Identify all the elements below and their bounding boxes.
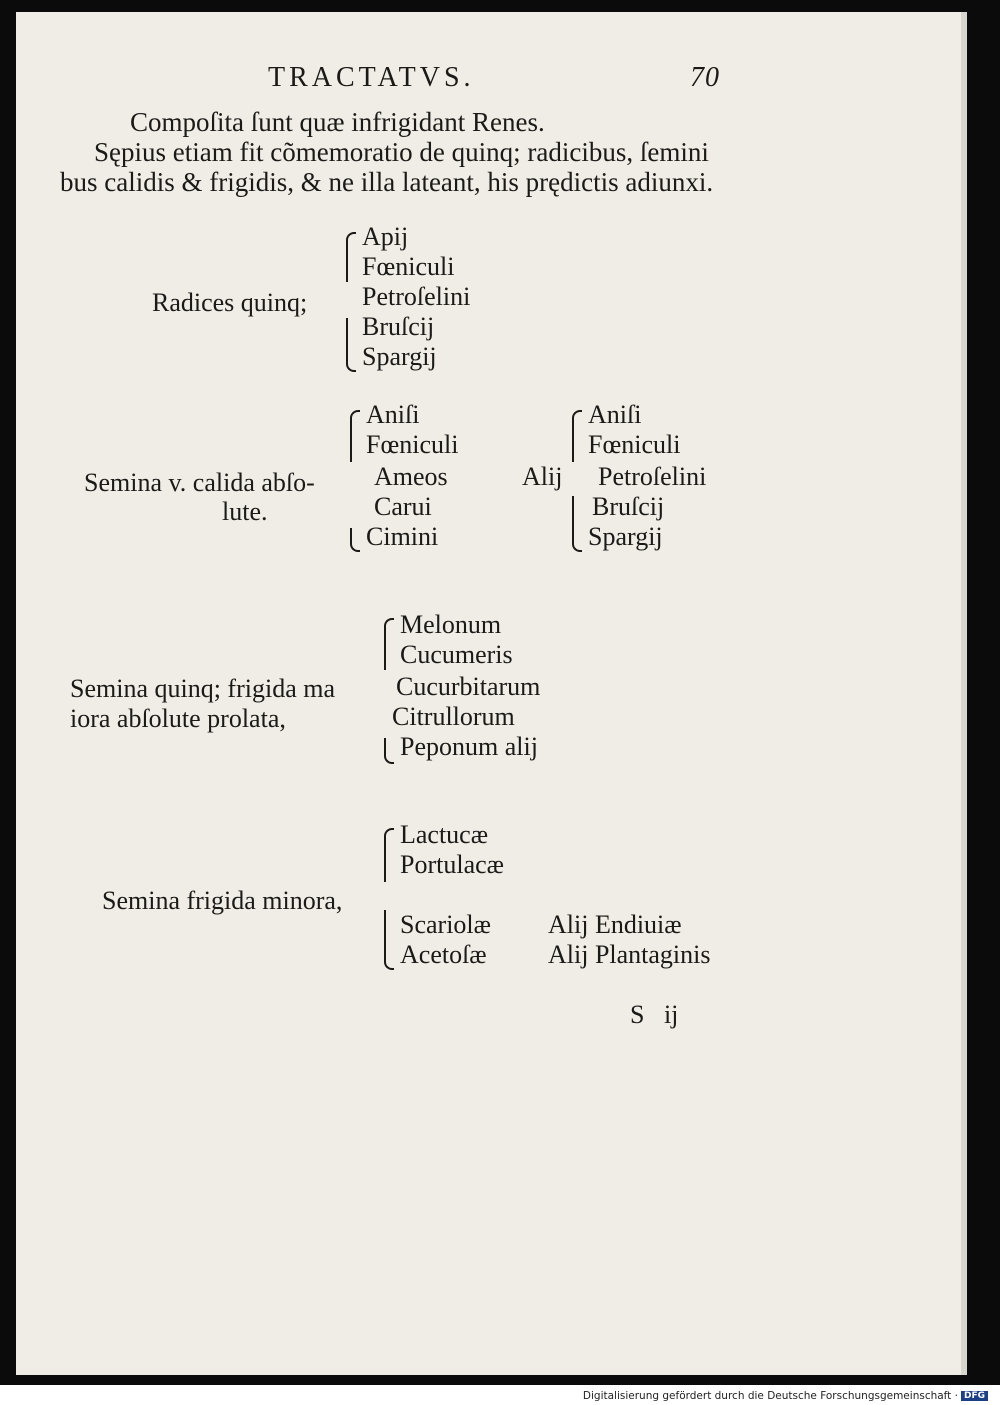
brace-top <box>384 618 394 670</box>
signature-mark: S ij <box>630 1000 679 1029</box>
intro-line-1: Compoſita ſunt quæ infrigidant Renes. <box>130 107 545 137</box>
dfg-logo: DFG <box>961 1391 988 1401</box>
page-number: 70 <box>690 62 720 93</box>
semina-minora-label: Semina frigida minora, <box>102 886 343 915</box>
semina-calida-item: Cimini <box>366 522 439 551</box>
radices-item: Petroſelini <box>362 282 471 311</box>
intro-line-2: Sępius etiam fit cõmemoratio de quinq; radicibus, ſemini <box>94 137 709 167</box>
alii-item: Fœniculi <box>588 430 681 459</box>
brace-top <box>384 828 394 882</box>
digitization-footer <box>583 1390 988 1402</box>
brace-top <box>572 410 582 462</box>
semina-maiora-item: Cucurbitarum <box>396 672 541 701</box>
alii-item: Aniſi <box>588 400 642 429</box>
semina-calida-item: Ameos <box>374 462 448 491</box>
semina-calida-label-1: Semina v. calida abſo- <box>84 468 315 497</box>
semina-maiora-label-2: iora abſolute prolata, <box>70 704 286 733</box>
semina-calida-item: Fœniculi <box>366 430 459 459</box>
semina-minora-item: Acetoſæ <box>400 940 487 969</box>
brace-bottom <box>350 528 360 552</box>
semina-maiora-item: Citrullorum <box>392 702 515 731</box>
semina-minora-alt: Alij Plantaginis <box>548 940 711 969</box>
radices-label: Radices quinq; <box>152 288 308 317</box>
semina-maiora-item: Peponum alij <box>400 732 538 761</box>
semina-calida-label-2: lute. <box>222 497 268 526</box>
brace-bottom <box>572 496 582 552</box>
semina-maiora-item: Melonum <box>400 610 502 639</box>
semina-minora-alt: Alij Endiuiæ <box>548 910 682 939</box>
semina-minora-item: Portulacæ <box>400 850 504 879</box>
radices-item: Bruſcij <box>362 312 435 341</box>
semina-minora-item: Lactucæ <box>400 820 489 849</box>
footer-text: Digitalisierung gefördert durch die Deutsche Forschungsgemeinschaft · <box>582 1390 958 1402</box>
brace-bottom <box>384 738 394 764</box>
semina-maiora-item: Cucumeris <box>400 640 513 669</box>
alii-label: Alij <box>522 462 563 491</box>
running-title: TRACTATVS. <box>268 62 475 93</box>
radices-item: Spargij <box>362 342 437 371</box>
brace-bottom <box>384 910 394 970</box>
alii-item: Spargij <box>588 522 663 551</box>
brace-bottom <box>346 318 356 372</box>
radices-item: Fœniculi <box>362 252 455 281</box>
alii-item: Bruſcij <box>592 492 665 521</box>
semina-calida-item: Carui <box>374 492 432 521</box>
alii-item: Petroſelini <box>598 462 707 491</box>
brace-top <box>346 232 356 282</box>
semina-calida-item: Aniſi <box>366 400 420 429</box>
semina-minora-item: Scariolæ <box>400 910 491 939</box>
brace-top <box>350 410 360 462</box>
intro-line-3: bus calidis & frigidis, & ne illa lateant, his prędictis adiunxi. <box>60 167 714 197</box>
semina-maiora-label-1: Semina quinq; frigida ma <box>70 674 336 703</box>
radices-item: Apij <box>362 222 409 251</box>
